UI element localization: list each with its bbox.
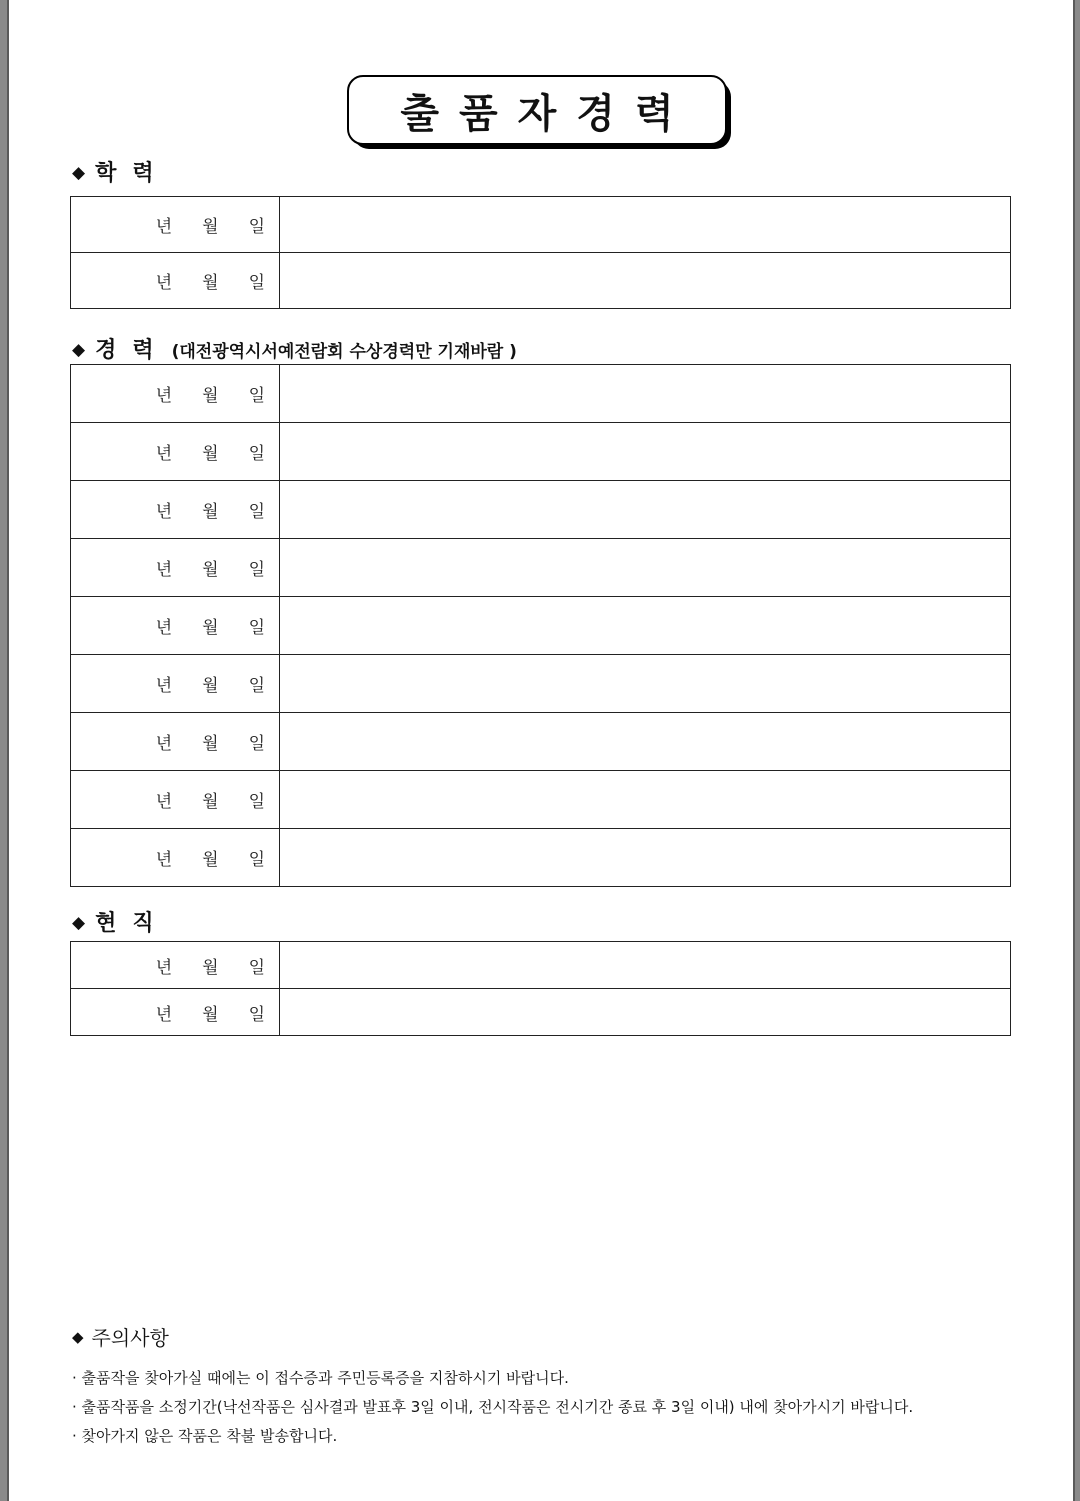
date-cell[interactable] [71, 597, 280, 655]
content-cell[interactable] [280, 989, 1011, 1036]
table-row [71, 597, 1011, 655]
date-cell[interactable] [71, 771, 280, 829]
list-item: · 출품작품을 소정기간(낙선작품은 심사결과 발표후 3일 이내, 전시작품은 전시기간 종료 후 3일 이내) 내에 찾아가시기 바랍니다. [72, 1398, 914, 1416]
month-label: 월 [202, 850, 219, 870]
diamond-icon: ◆ [72, 163, 86, 183]
day-label: 일 [248, 957, 265, 978]
day-label: 일 [248, 1004, 265, 1025]
content-cell[interactable] [280, 253, 1011, 309]
table-row [71, 423, 1011, 481]
month-label: 월 [202, 444, 219, 464]
date-cell[interactable] [71, 942, 280, 989]
table-row [71, 942, 1011, 989]
list-item: · 찾아가지 않은 작품은 착불 발송합니다. [72, 1427, 338, 1445]
day-label: 일 [248, 734, 265, 754]
date-cell[interactable] [71, 539, 280, 597]
date-cell[interactable] [71, 829, 280, 887]
year-label: 년 [155, 217, 173, 237]
table-row [71, 989, 1011, 1036]
current-position-heading [72, 906, 170, 937]
date-cell[interactable] [71, 197, 280, 253]
date-cell[interactable] [71, 423, 280, 481]
day-label: 일 [248, 560, 265, 580]
notice-list [72, 1364, 913, 1451]
day-label: 일 [248, 792, 265, 812]
date-cell[interactable] [71, 713, 280, 771]
table-row [71, 481, 1011, 539]
left-page-edge [0, 0, 9, 1501]
year-label: 년 [155, 386, 173, 406]
day-label: 일 [248, 502, 265, 522]
table-row [71, 253, 1011, 309]
content-cell[interactable] [280, 423, 1011, 481]
content-cell[interactable] [280, 829, 1011, 887]
month-label: 월 [202, 273, 219, 293]
career-title: 경력 [95, 338, 170, 363]
right-page-edge [1073, 0, 1080, 1501]
date-cell[interactable] [71, 481, 280, 539]
table-row [71, 713, 1011, 771]
year-label: 년 [155, 273, 173, 293]
year-label: 년 [155, 444, 173, 464]
content-cell[interactable] [280, 597, 1011, 655]
career-note: (대전광역시서예전람회 수상경력만 기재바람 ) [171, 342, 517, 362]
day-label: 일 [248, 850, 265, 870]
table-row [71, 539, 1011, 597]
month-label: 월 [202, 734, 219, 754]
year-label: 년 [155, 560, 173, 580]
year-label: 년 [155, 676, 173, 696]
table-row [71, 365, 1011, 423]
date-cell[interactable] [71, 253, 280, 309]
education-heading [72, 156, 170, 187]
career-table [70, 364, 1011, 887]
content-cell[interactable] [280, 771, 1011, 829]
year-label: 년 [155, 734, 173, 754]
content-cell[interactable] [280, 539, 1011, 597]
date-cell[interactable] [71, 365, 280, 423]
table-row [71, 655, 1011, 713]
content-cell[interactable] [280, 655, 1011, 713]
content-cell[interactable] [280, 365, 1011, 423]
day-label: 일 [248, 618, 265, 638]
day-label: 일 [248, 676, 265, 696]
day-label: 일 [248, 386, 265, 406]
career-heading [72, 333, 517, 364]
diamond-icon: ◆ [72, 1327, 84, 1346]
content-cell[interactable] [280, 197, 1011, 253]
table-row [71, 829, 1011, 887]
month-label: 월 [202, 502, 219, 522]
day-label: 일 [248, 273, 265, 293]
education-title: 학력 [95, 161, 170, 186]
table-row [71, 197, 1011, 253]
diamond-icon: ◆ [72, 913, 86, 933]
list-item: · 출품작을 찾아가실 때에는 이 접수증과 주민등록증을 지참하시기 바랍니다. [72, 1369, 569, 1387]
year-label: 년 [155, 502, 173, 522]
education-table [70, 196, 1011, 309]
month-label: 월 [202, 792, 219, 812]
content-cell[interactable] [280, 481, 1011, 539]
notice-title: 주의사항 [91, 1326, 169, 1350]
current-position-title: 현직 [95, 911, 170, 936]
month-label: 월 [202, 618, 219, 638]
year-label: 년 [155, 1004, 173, 1025]
content-cell[interactable] [280, 713, 1011, 771]
notice-heading [72, 1322, 169, 1351]
current-position-table [70, 941, 1011, 1036]
year-label: 년 [155, 618, 173, 638]
month-label: 월 [202, 386, 219, 406]
year-label: 년 [155, 957, 173, 978]
month-label: 월 [202, 217, 219, 237]
year-label: 년 [155, 850, 173, 870]
diamond-icon: ◆ [72, 340, 86, 360]
month-label: 월 [202, 560, 219, 580]
title-box [347, 75, 727, 145]
day-label: 일 [248, 217, 265, 237]
page-title: 출품자경력 [400, 90, 694, 137]
year-label: 년 [155, 792, 173, 812]
content-cell[interactable] [280, 942, 1011, 989]
date-cell[interactable] [71, 989, 280, 1036]
table-row [71, 771, 1011, 829]
month-label: 월 [202, 676, 219, 696]
date-cell[interactable] [71, 655, 280, 713]
month-label: 월 [202, 957, 219, 978]
day-label: 일 [248, 444, 265, 464]
month-label: 월 [202, 1004, 219, 1025]
